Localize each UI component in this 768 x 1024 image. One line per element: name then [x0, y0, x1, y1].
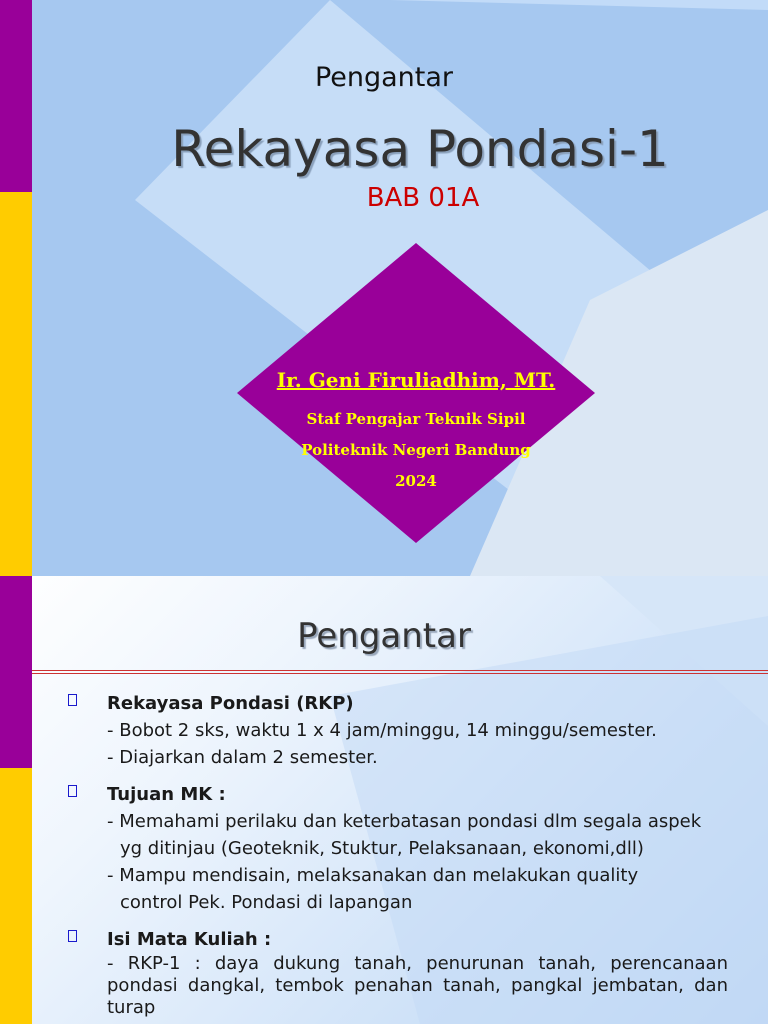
title-rule: [32, 670, 768, 671]
year-label: 2024: [395, 472, 437, 490]
slide-title: Pengantar: [297, 616, 471, 656]
section-line: - Mampu mendisain, melaksanakan dan melakukan quality: [107, 865, 639, 886]
slide-title: Rekayasa Pondasi-1: [171, 120, 669, 178]
square-bullet-icon: [68, 694, 77, 706]
author-role: Staf Pengajar Teknik Sipil: [306, 410, 526, 428]
section-line: - Memahami perilaku dan keterbatasan pondasi dlm segala aspek: [107, 811, 702, 832]
section-heading: Isi Mata Kuliah :: [107, 929, 272, 950]
square-bullet-icon: [68, 785, 77, 797]
section-tujuan: [0, 781, 768, 916]
square-bullet-icon: [68, 930, 77, 942]
section-line: - Bobot 2 sks, waktu 1 x 4 jam/minggu, 14 minggu/semester.: [107, 720, 657, 741]
light-corner-shape: [390, 0, 768, 10]
section-line: yg ditinjau (Geoteknik, Stuktur, Pelaksanaan, ekonomi,dll): [120, 838, 644, 859]
pre-title: Pengantar: [314, 62, 454, 93]
section-heading: Rekayasa Pondasi (RKP): [107, 693, 354, 714]
section-line: control Pek. Pondasi di lapangan: [120, 892, 413, 913]
title-rule: [32, 673, 768, 674]
chapter-label: BAB 01A: [366, 183, 480, 213]
section-line: - Diajarkan dalam 2 semester.: [107, 747, 378, 768]
section-rkp: [0, 690, 768, 771]
section-paragraph: - RKP-1 : daya dukung tanah, penurunan tanah, perencanaan pondasi dangkal, tembok penahan tanah, pangkal jembatan, dan turap: [107, 953, 728, 1018]
section-heading: Tujuan MK :: [107, 784, 226, 805]
slide-body: [0, 690, 768, 1019]
section-isi: [0, 926, 768, 1019]
content-slide: [0, 576, 768, 1024]
author-name: Ir. Geni Firuliadhim, MT.: [276, 368, 556, 392]
author-institution: Politeknik Negeri Bandung: [301, 441, 531, 459]
